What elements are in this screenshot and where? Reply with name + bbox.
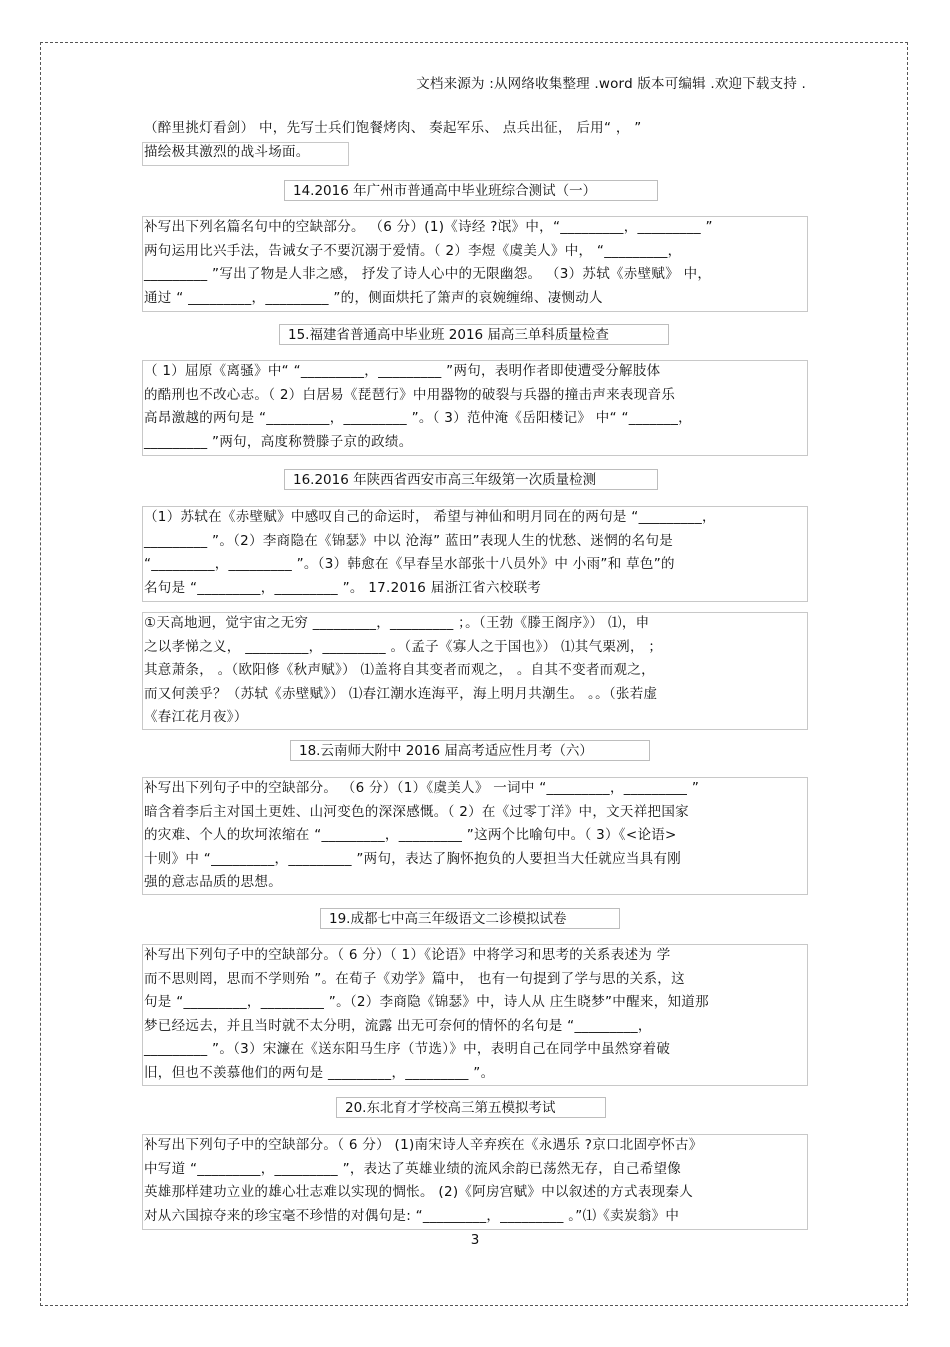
paragraph-line: 的灾难、个人的坎坷浓缩在 “_________，_________ ”这两个比喻句中。（ 3）《<论语> [144, 827, 677, 843]
section-title-text: 16.2016 年陕西省西安市高三年级第一次质量检测 [293, 472, 597, 488]
paragraph-line: 补写出下列句子中的空缺部分。 （6 分）（1）《虞美人》 一词中 “_________，_________ ” [144, 780, 700, 796]
paragraph-line: 而不思则罔，思而不学则殆 ”。在荀子《劝学》篇中， 也有一句提到了学与思的关系，这 [144, 970, 685, 987]
paragraph-line: 名句是 “_________，_________ ”。 17.2016 届浙江省六校联考 [144, 579, 542, 596]
paragraph-line: 两句运用比兴手法，告诫女子不要沉溺于爱情。（ 2）李煜《虞美人》中， “_________， [144, 242, 682, 259]
section-title-text: 15.福建省普通高中毕业班 2016 届高三单科质量检查 [288, 327, 609, 343]
paragraph-line: 描绘极其激烈的战斗场面。 [144, 143, 310, 160]
page-number: 3 [470, 1232, 480, 1248]
paragraph-line: 高昂激越的两句是 “_________，_________ ”。（ 3）范仲淹《岳阳楼记》 中“ “_______， [144, 410, 692, 426]
paragraph-line: “_________，_________ ”。（3）韩愈在《早春呈水部张十八员外》中 小雨”和 草色”的 [144, 556, 675, 572]
section-title-20 [336, 1097, 606, 1118]
paragraph-line: _________ ”。（3）宋濂在《送东阳马生序（节选）》中，表明自己在同学中虽然穿着破 [144, 1041, 671, 1057]
section-body-18 [144, 777, 808, 895]
page-header [416, 72, 806, 92]
section-title-19 [320, 908, 620, 929]
paragraph-line: 其意萧条， 。（欧阳修《秋声赋》） ⑴盖将自其变者而观之， 。自其不变者而观之， [144, 662, 655, 678]
section-body-17 [144, 612, 808, 730]
paragraph-line: （醉里挑灯看剑） 中，先写士兵们饱餐烤肉、 奏起军乐、 点兵出征， 后用“ ， ” [144, 120, 642, 136]
paragraph-line: 句是 “_________，_________ ”。（2）李商隐《锦瑟》中，诗人从 庄生晓梦”中醒来，知道那 [144, 994, 709, 1010]
section-body-16 [144, 506, 808, 600]
paragraph-line: 十则》中 “_________，_________ ”两句，表达了胸怀抱负的人要担当大任就应当具有刚 [144, 850, 682, 867]
section-body-19 [144, 944, 808, 1085]
paragraph-line: 强的意志品质的思想。 [144, 874, 282, 890]
section-body-14 [144, 216, 808, 310]
paragraph-line: 中写道 “_________，_________ ”，表达了英雄业绩的流风余韵已荡然无存，自己希望像 [144, 1160, 682, 1177]
paragraph-line: 旧，但也不羡慕他们的两句是 _________，_________ ”。 [144, 1064, 495, 1081]
paragraph-line: _________ ”写出了物是人非之感， 抒发了诗人心中的无限幽怨。 （3）苏轼《赤壁赋》 中， [144, 266, 712, 282]
header-text: 文档来源为 :从网络收集整理 .word 版本可编辑 .欢迎下载支持 . [416, 76, 806, 92]
paragraph-line: 梦已经远去，并且当时就不太分明，流露 出无可奈何的情怀的名句是 “_________， [144, 1017, 652, 1034]
paragraph-line: （1）苏轼在《赤壁赋》中感叹自己的命运时， 希望与神仙和明月同在的两句是 “_________， [144, 509, 716, 525]
paragraph-line: 的酷刑也不改心志。（ 2）白居易《琵琶行》中用器物的破裂与兵器的撞击声来表现音乐 [144, 386, 676, 403]
paragraph-line: _________ ”。（2）李商隐在《锦瑟》中以 沧海” 蓝田”表现人生的忧愁、迷惘的名句是 [144, 532, 674, 549]
paragraph-line: 之以孝悌之义， _________，_________ 。（孟子《寡人之于国也》） ⑴其气栗冽， ； [144, 638, 663, 655]
paragraph-line: 而又何羡乎？（苏轼《赤壁赋》） ⑴春江潮水连海平，海上明月共潮生。 。。（张若虚 [144, 685, 658, 702]
paragraph-line: ①天高地迥，觉宇宙之无穷 _________，_________ ；。（王勃《滕王阁序》） ⑴，申 [144, 615, 650, 631]
paragraph-line: 补写出下列句子中的空缺部分。（ 6 分） (1)南宋诗人辛弃疾在《永遇乐 ?京口北固亭怀古》 [144, 1137, 703, 1153]
section-title-16 [284, 469, 658, 490]
paragraph-line: 《春江花月夜》） [144, 709, 248, 725]
section-title-15 [279, 324, 669, 345]
paragraph-line: （ 1）屈原《离骚》中“ “_________，_________ ”两句，表明作者即使遭受分解肢体 [144, 363, 661, 379]
section-title-14 [284, 180, 658, 201]
paragraph-line: 补写出下列句子中的空缺部分。（ 6 分）（ 1）《论语》中将学习和思考的关系表述为 学 [144, 947, 671, 963]
paragraph-line: 补写出下列名篇名句中的空缺部分。 （6 分）(1)《诗经 ?氓》中，“_________，_________ ” [144, 219, 713, 235]
paragraph-line: 通过 “ _________，_________ ”的，侧面烘托了箫声的哀婉缠绵、凄恻动人 [144, 289, 603, 306]
paragraph-line: 英雄那样建功立业的雄心壮志难以实现的惆怅。 (2)《阿房宫赋》中以叙述的方式表现秦人 [144, 1184, 694, 1200]
section-title-text: 14.2016 年广州市普通高中毕业班综合测试（一） [293, 183, 597, 199]
paragraph-line: 暗含着李后主对国土更姓、山河变色的深深感慨。（ 2）在《过零丁洋》中，文天祥把国家 [144, 803, 689, 820]
section-title-18 [290, 740, 650, 761]
paragraph-line: _________ ”两句，高度称赞滕子京的政绩。 [144, 433, 413, 450]
section-body-20 [144, 1134, 808, 1228]
section-title-text: 20.东北育才学校高三第五模拟考试 [345, 1100, 556, 1116]
section-title-text: 19.成都七中高三年级语文二诊模拟试卷 [329, 911, 567, 927]
paragraph-line: 对从六国掠夺来的珍宝毫不珍惜的对偶句是: “_________，_________ 。”⑴《卖炭翁》中 [144, 1207, 680, 1224]
section-body-15 [144, 360, 808, 454]
intro-paragraph [144, 117, 808, 164]
section-title-text: 18.云南师大附中 2016 届高考适应性月考（六） [299, 743, 593, 759]
